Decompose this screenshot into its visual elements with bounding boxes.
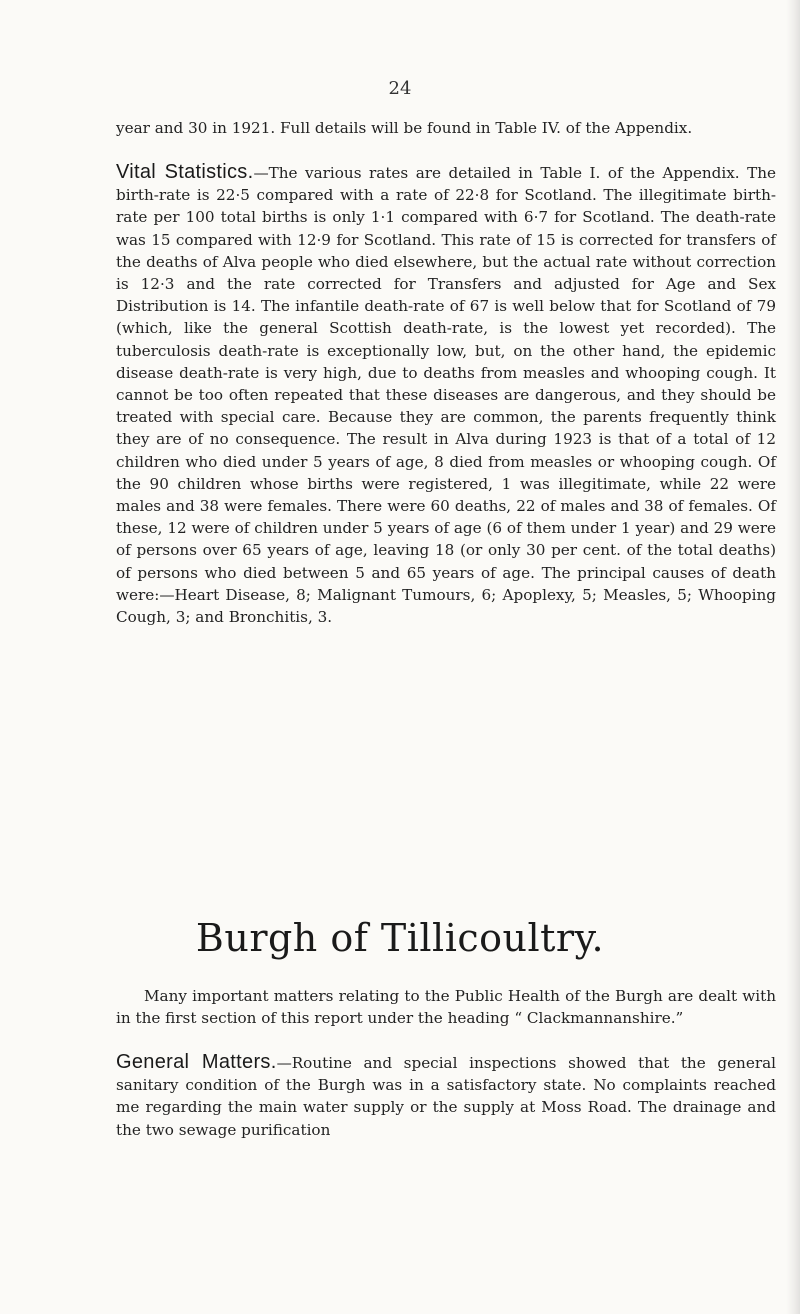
paragraph-general-matters <box>116 1051 776 1141</box>
page-number: 24 <box>388 78 412 99</box>
paragraph-intro-text: Many important matters relating to the Public Health of the Burgh are dealt with in the first section of this report under the heading “ Clackmannanshire.” <box>116 987 776 1028</box>
vital-statistics-text: —The various rates are detailed in Table I. of the Appendix. The birth-rate is 22·5 compared with a rate of 22·8 for Scotland. The illegitimate birth-rate per 100 total births is only 1·1 compared with 6·7 for Scotland. The death-rate was 15 compared with 12·9 for Scotland. This rate of 15 is corrected for transfers of the deaths of Alva people who died elsewhere, but the actual rate without correction is 12·3 and the rate corrected for Transfers and adjusted for Age and Sex Distribution is 14. The infantile death-rate of 67 is well below that for Scotland of 79 (which, like the general Scottish death-rate, is the lowest yet recorded). The tuberculosis death-rate is exceptionally low, but, on the other hand, the epidemic disease death-rate is very high, due to deaths from measles and whooping cough. It cannot be too often repeated that these diseases are dangerous, and they should be treated with special care. Because they are common, the parents frequently think they are of no consequence. The result in Alva during 1923 is that of a total of 12 children who died under 5 years of age, 8 died from measles or whooping cough. Of the 90 children whose births were registered, 1 was illegitimate, while 22 were males and 38 were females. There were 60 deaths, 22 of males and 38 of females. Of these, 12 were of children under 5 years of age (6 of them under 1 year) and 29 were of persons over 65 years of age, leaving 18 (or only 30 per cent. of the total deaths) of persons who died between 5 and 65 years of age. The principal causes of death were:—Heart Disease, 8; Malignant Tumours, 6; Apoplexy, 5; Measles, 5; Whooping Cough, 3; and Bronchitis, 3. <box>116 164 776 627</box>
general-matters-text: —Routine and special inspections showed that the general sanitary condition of the Burgh was in a satisfactory state. No complaints reached me regarding the main water supply or the supply at Moss Road. The drainage and the two sewage purification <box>116 1054 776 1139</box>
paragraph-intro <box>116 985 776 1029</box>
paragraph-vital-statistics <box>116 161 776 628</box>
page-edge-shadow <box>786 0 800 1314</box>
paragraph-continuation-text: year and 30 in 1921. Full details will be found in Table IV. of the Appendix. <box>116 119 693 137</box>
section-title: Burgh of Tillicoultry. <box>195 916 605 960</box>
vital-statistics-heading: Vital Statistics. <box>116 161 254 183</box>
general-matters-heading: General Matters. <box>116 1051 277 1073</box>
paragraph-continuation <box>116 117 776 139</box>
